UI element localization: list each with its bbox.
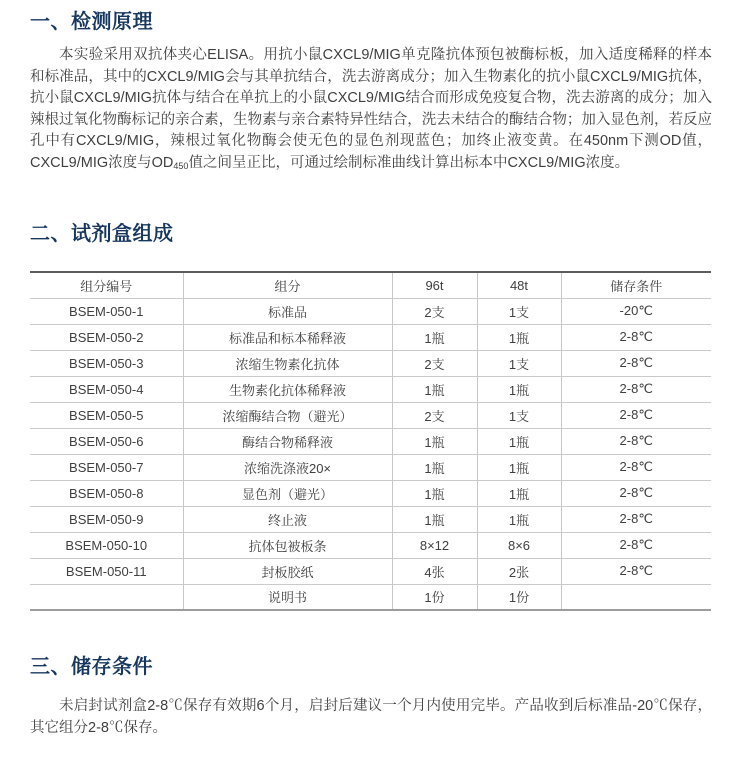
table-row bbox=[30, 558, 711, 584]
components-table-body bbox=[30, 298, 711, 610]
table-header-cell: 储存条件 bbox=[561, 272, 711, 298]
table-cell: 1瓶 bbox=[477, 506, 561, 532]
components-table bbox=[30, 271, 711, 611]
table-cell: 2-8℃ bbox=[561, 506, 711, 532]
table-cell: 1瓶 bbox=[477, 454, 561, 480]
principle-text-after-sub: 值之间呈正比，可通过绘制标准曲线计算出标本中CXCL9/MIG浓度。 bbox=[188, 154, 630, 171]
section-heading-principle: 一、检测原理 bbox=[30, 11, 153, 33]
table-cell: 2支 bbox=[392, 350, 477, 376]
table-cell: BSEM-050-6 bbox=[30, 428, 183, 454]
table-cell: BSEM-050-5 bbox=[30, 402, 183, 428]
table-cell: 4张 bbox=[392, 558, 477, 584]
table-cell: BSEM-050-11 bbox=[30, 558, 183, 584]
table-cell: 酶结合物稀释液 bbox=[183, 428, 392, 454]
table-cell: 1瓶 bbox=[392, 454, 477, 480]
table-header-row bbox=[30, 272, 711, 298]
table-cell: 2张 bbox=[477, 558, 561, 584]
table-cell: BSEM-050-1 bbox=[30, 298, 183, 324]
table-cell: 浓缩生物素化抗体 bbox=[183, 350, 392, 376]
principle-text-before-sub: 本实验采用双抗体夹心ELISA。用抗小鼠CXCL9/MIG单克隆抗体预包被酶标板，加入适度稀释的样本和标准品，其中的CXCL9/MIG会与其单抗结合，洗去游离成分；加入生物素化的抗小鼠CXCL9/MIG抗体，抗小鼠CXCL9/MIG抗体与结合在单抗上的小鼠CXCL9/MIG结合而形成免疫复合物，洗去游离的成分；加入辣根过氧化物酶标记的亲合素，生物素与亲合素特异性结合，洗去未结合的酶结合物；加入显色剂，若反应孔中有CXCL9/MIG，辣根过氧化物酶会使无色的显色剂现蓝色；加终止液变黄。在450nm下测OD值，CXCL9/MIG浓度与OD bbox=[30, 47, 712, 171]
table-cell: 1瓶 bbox=[392, 480, 477, 506]
table-cell: 2-8℃ bbox=[561, 558, 711, 584]
table-cell: 1瓶 bbox=[392, 428, 477, 454]
table-cell: 2-8℃ bbox=[561, 454, 711, 480]
table-cell: 标准品和标本稀释液 bbox=[183, 324, 392, 350]
table-cell: 终止液 bbox=[183, 506, 392, 532]
section-heading-components: 二、试剂盒组成 bbox=[30, 223, 174, 245]
table-row bbox=[30, 454, 711, 480]
table-cell: BSEM-050-9 bbox=[30, 506, 183, 532]
section-heading-storage: 三、储存条件 bbox=[30, 656, 153, 678]
table-cell: 2-8℃ bbox=[561, 324, 711, 350]
table-cell: 2-8℃ bbox=[561, 402, 711, 428]
table-row bbox=[30, 532, 711, 558]
table-row bbox=[30, 402, 711, 428]
od450-subscript: 450 bbox=[173, 160, 189, 171]
table-row bbox=[30, 350, 711, 376]
table-cell: BSEM-050-3 bbox=[30, 350, 183, 376]
table-cell: 封板胶纸 bbox=[183, 558, 392, 584]
table-cell: 1支 bbox=[477, 298, 561, 324]
table-header-cell: 96t bbox=[392, 272, 477, 298]
table-cell: -20℃ bbox=[561, 298, 711, 324]
table-row bbox=[30, 376, 711, 402]
table-cell: 2-8℃ bbox=[561, 376, 711, 402]
table-cell: BSEM-050-4 bbox=[30, 376, 183, 402]
table-cell: 生物素化抗体稀释液 bbox=[183, 376, 392, 402]
table-cell: BSEM-050-7 bbox=[30, 454, 183, 480]
table-cell: 1瓶 bbox=[477, 376, 561, 402]
table-header-cell: 48t bbox=[477, 272, 561, 298]
table-cell: 2-8℃ bbox=[561, 532, 711, 558]
table-row bbox=[30, 480, 711, 506]
table-cell: 1瓶 bbox=[392, 376, 477, 402]
table-cell: 1份 bbox=[392, 584, 477, 610]
table-cell: 标准品 bbox=[183, 298, 392, 324]
table-cell: 1瓶 bbox=[392, 506, 477, 532]
table-cell: 2支 bbox=[392, 402, 477, 428]
table-cell: 显色剂（避光） bbox=[183, 480, 392, 506]
table-cell: 抗体包被板条 bbox=[183, 532, 392, 558]
table-cell: 1瓶 bbox=[392, 324, 477, 350]
table-cell: 1支 bbox=[477, 350, 561, 376]
table-cell: 1份 bbox=[477, 584, 561, 610]
table-cell: BSEM-050-10 bbox=[30, 532, 183, 558]
table-row bbox=[30, 298, 711, 324]
table-cell: 1支 bbox=[477, 402, 561, 428]
table-row bbox=[30, 506, 711, 532]
table-cell bbox=[30, 584, 183, 610]
table-header-cell: 组分 bbox=[183, 272, 392, 298]
table-cell: 1瓶 bbox=[477, 480, 561, 506]
table-cell: 浓缩洗涤液20× bbox=[183, 454, 392, 480]
principle-paragraph bbox=[30, 45, 712, 174]
table-cell: 2支 bbox=[392, 298, 477, 324]
table-cell: 说明书 bbox=[183, 584, 392, 610]
table-cell: BSEM-050-8 bbox=[30, 480, 183, 506]
table-cell: 8×12 bbox=[392, 532, 477, 558]
storage-paragraph: 未启封试剂盒2-8℃保存有效期6个月，启封后建议一个月内使用完毕。产品收到后标准品-20℃保存，其它组分2-8℃保存。 bbox=[30, 698, 712, 736]
table-cell bbox=[561, 584, 711, 610]
table-cell: 2-8℃ bbox=[561, 350, 711, 376]
table-cell: 1瓶 bbox=[477, 324, 561, 350]
table-row bbox=[30, 428, 711, 454]
table-cell: 浓缩酶结合物（避光） bbox=[183, 402, 392, 428]
table-cell: 1瓶 bbox=[477, 428, 561, 454]
table-cell: 2-8℃ bbox=[561, 480, 711, 506]
table-row bbox=[30, 324, 711, 350]
table-cell: 8×6 bbox=[477, 532, 561, 558]
table-row bbox=[30, 584, 711, 610]
table-cell: BSEM-050-2 bbox=[30, 324, 183, 350]
table-cell: 2-8℃ bbox=[561, 428, 711, 454]
table-header-cell: 组分编号 bbox=[30, 272, 183, 298]
